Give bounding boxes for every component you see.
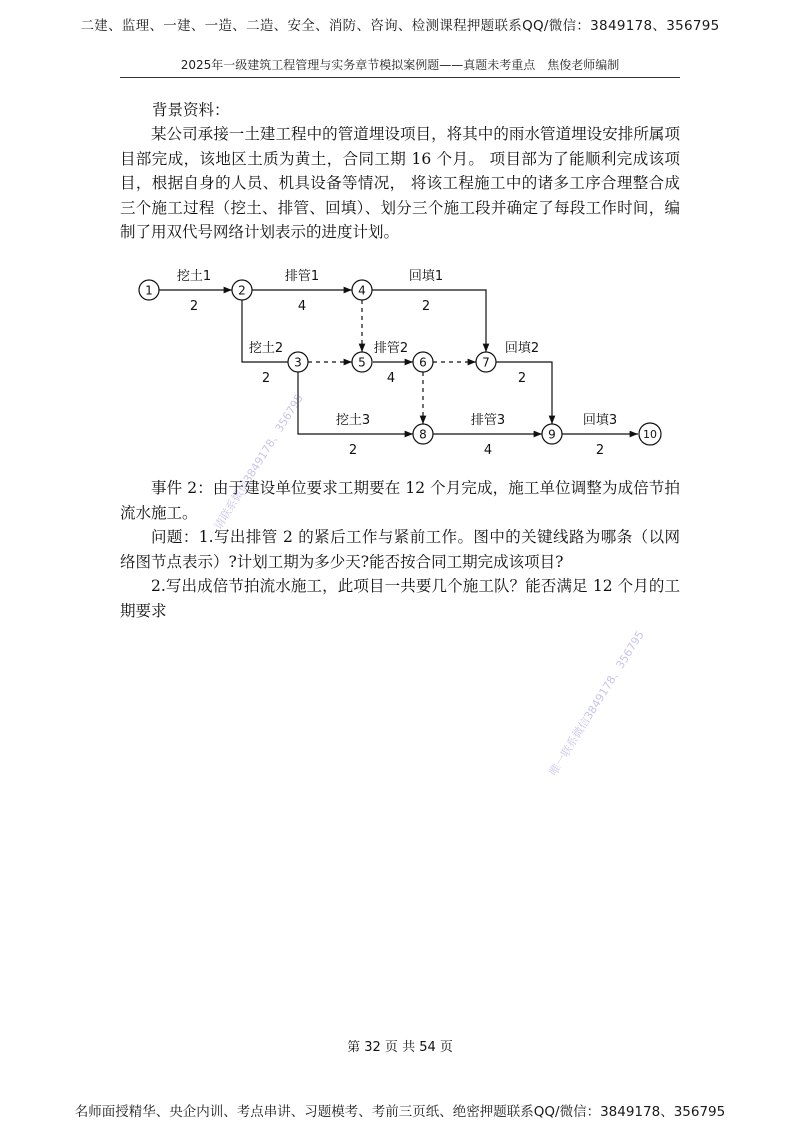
background-paragraph: 某公司承接一土建工程中的管道埋设项目，将其中的雨水管道埋设安排所属项目部完成，该地区土质为黄土，合同工期 16 个月。 项目部为了能顺利完成该项目，根据自身的人员、机具设备等情况， 将该工程施工中的诸多工序合理整合成三个施工过程（挖土、排管、回填）、划分三个施工段并确定了每段工作时间，编制了用双代号网络计划表示的进度计划。	[120, 125, 680, 241]
footer-ad-banner: 名师面授精华、央企内训、考点串讲、习题模考、考前三页纸、绝密押题联系QQ/微信：3849178、356795	[74, 1104, 726, 1120]
document-title: 2025年一级建筑工程管理与实务章节模拟案例题——真题未考重点 焦俊老师编制	[180, 58, 620, 72]
activity-name: 挖土2	[248, 341, 284, 356]
activity-name: 挖土1	[176, 269, 212, 284]
node-label: 9	[548, 427, 556, 442]
activity-name: 回填2	[504, 341, 540, 356]
activity-name: 排管1	[284, 269, 320, 284]
activity-name: 排管3	[470, 413, 506, 428]
event-paragraph: 事件 2：由于建设单位要求工期要在 12 个月完成，施工单位调整为成倍节拍流水施工。	[120, 479, 680, 522]
activity-name: 回填1	[408, 269, 444, 284]
node-label: 7	[482, 355, 490, 370]
node-label: 1	[145, 283, 153, 298]
node-label: 5	[358, 355, 366, 370]
header-divider	[120, 77, 680, 78]
activity-name: 回填3	[582, 413, 618, 428]
activity-duration: 4	[297, 299, 307, 314]
question-2: 2.写出成倍节拍流水施工，此项目一共要几个施工队？能否满足 12 个月的工期要求	[120, 577, 680, 620]
activity-duration: 2	[348, 443, 358, 458]
watermark-text: 唯一联系微信3849178、356795	[546, 628, 647, 778]
activity-duration: 2	[595, 443, 605, 458]
node-label: 10	[643, 428, 657, 441]
background-section	[120, 122, 680, 245]
activity-duration: 2	[189, 299, 199, 314]
activity-name: 挖土3	[335, 413, 371, 428]
page-indicator: 第 32 页 共 54 页	[347, 1040, 453, 1055]
node-label: 2	[238, 283, 246, 298]
activity-duration: 4	[386, 371, 396, 386]
watermark-text: 请联系微信3849178、356795	[211, 391, 306, 532]
activity-duration: 2	[517, 371, 527, 386]
node-label: 3	[294, 355, 302, 370]
background-label: 背景资料：	[152, 101, 230, 119]
node-label: 6	[419, 355, 427, 370]
activity-duration: 2	[421, 299, 431, 314]
activity-duration: 2	[261, 371, 271, 386]
activity-duration: 4	[483, 443, 493, 458]
activity-name: 排管2	[373, 341, 409, 356]
event-section	[120, 476, 680, 525]
node-label: 4	[358, 283, 366, 298]
node-label: 8	[419, 427, 427, 442]
network-diagram	[130, 268, 680, 458]
header-ad-banner: 二建、监理、一建、一造、二造、安全、消防、咨询、检测课程押题联系QQ/微信：3849178、356795	[80, 18, 720, 34]
questions-section	[120, 525, 680, 623]
question-1: 问题：1.写出排管 2 的紧后工作与紧前工作。图中的关键线路为哪条（以网络图节点表示）?计划工期为多少天?能否按合同工期完成该项目?	[120, 528, 680, 571]
